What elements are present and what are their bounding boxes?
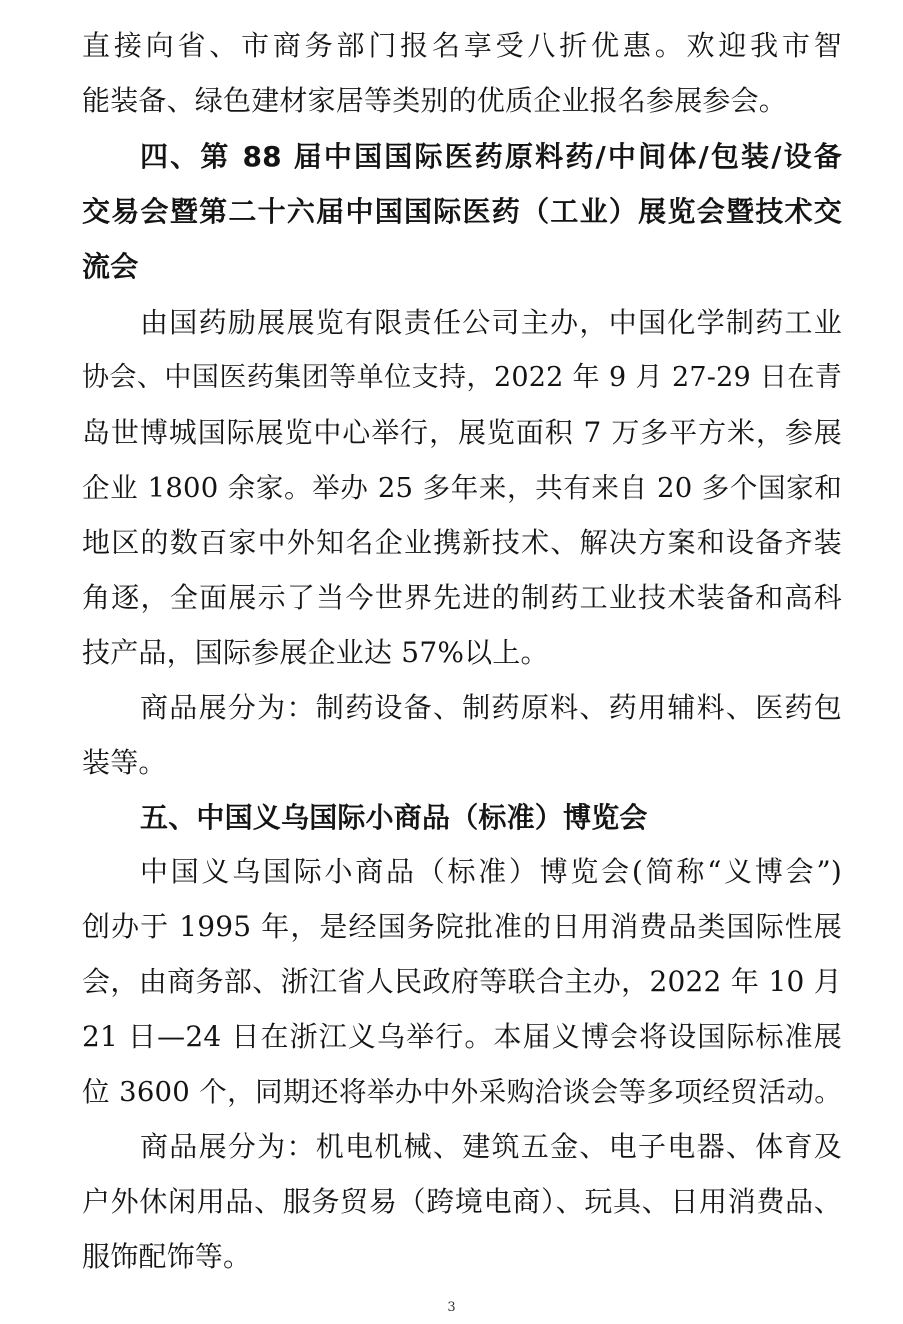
paragraph-line: 企业 1800 余家。举办 25 多年来，共有来自 20 多个国家和 xyxy=(82,472,842,504)
paragraph-line: 直接向省、市商务部门报名享受八折优惠。欢迎我市智 xyxy=(82,29,842,62)
paragraph-line: 由国药励展展览有限责任公司主办，中国化学制药工业 xyxy=(140,306,842,339)
paragraph-line: 岛世博城国际展览中心举行，展览面积 7 万多平方米，参展 xyxy=(82,416,842,449)
section-heading: 交易会暨第二十六届中国国际医药（工业）展览会暨技术交 xyxy=(82,195,842,228)
paragraph-line: 中国义乌国际小商品（标准）博览会(简称“义博会”) xyxy=(140,855,842,888)
paragraph-line: 协会、中国医药集团等单位支持，2022 年 9 月 27-29 日在青 xyxy=(82,362,842,393)
paragraph-line: 能装备、绿色建材家居等类别的优质企业报名参展参会。 xyxy=(82,84,788,117)
paragraph-line: 地区的数百家中外知名企业携新技术、解决方案和设备齐装 xyxy=(82,526,842,559)
paragraph-line: 创办于 1995 年，是经国务院批准的日用消费品类国际性展 xyxy=(82,910,842,943)
paragraph-line: 服饰配饰等。 xyxy=(82,1240,252,1273)
paragraph-line: 装等。 xyxy=(82,746,167,779)
section-heading: 四、第 88 届中国国际医药原料药/中间体/包装/设备 xyxy=(140,140,842,173)
paragraph-line: 户外休闲用品、服务贸易（跨境电商）、玩具、日用消费品、 xyxy=(82,1185,842,1218)
paragraph-line: 商品展分为：机电机械、建筑五金、电子电器、体育及 xyxy=(140,1130,842,1163)
paragraph-line: 角逐，全面展示了当今世界先进的制药工业技术装备和高科 xyxy=(82,581,842,614)
paragraph-line: 商品展分为：制药设备、制药原料、药用辅料、医药包 xyxy=(140,691,842,724)
page-number: 3 xyxy=(447,1300,456,1315)
section-heading: 流会 xyxy=(82,250,139,283)
section-heading: 五、中国义乌国际小商品（标准）博览会 xyxy=(140,801,648,834)
paragraph-line: 21 日—24 日在浙江义乌举行。本届义博会将设国际标准展 xyxy=(82,1020,842,1053)
paragraph-line: 会，由商务部、浙江省人民政府等联合主办，2022 年 10 月 xyxy=(82,965,842,998)
paragraph-line: 技产品，国际参展企业达 57%以上。 xyxy=(82,636,549,669)
paragraph-line: 位 3600 个，同期还将举办中外采购洽谈会等多项经贸活动。 xyxy=(82,1076,842,1108)
